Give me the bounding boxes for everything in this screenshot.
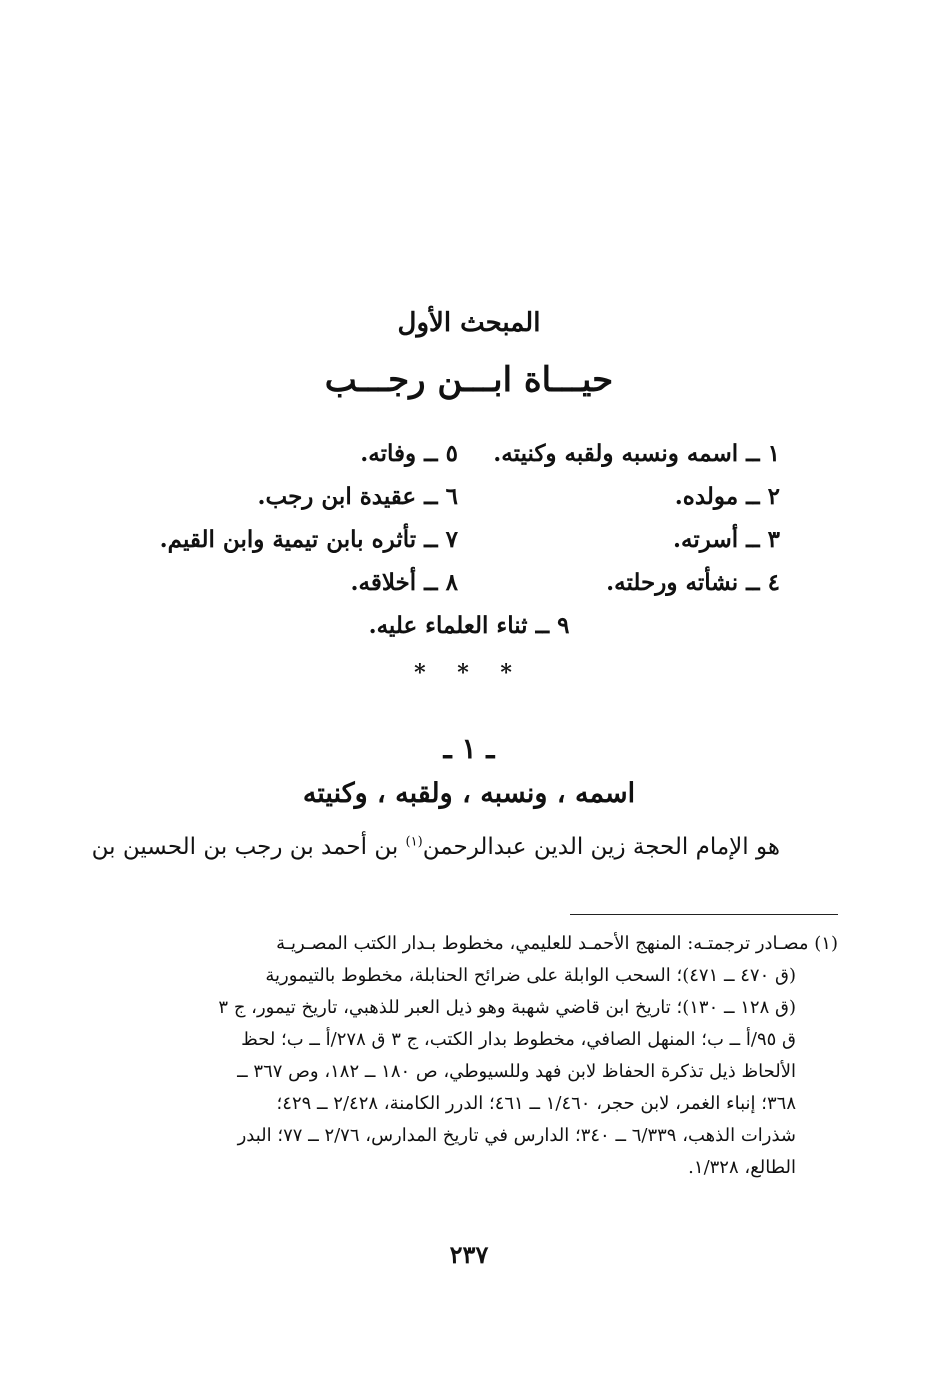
footnote-line: ق ٩٥/أ ــ ب؛ المنهل الصافي، مخطوط بدار الكتب، ج ٣ ق ٢٧٨/أ ــ ب؛ لحظ — [241, 1029, 796, 1050]
toc-item: ٩ ــ ثناء العلماء عليه. — [368, 612, 570, 639]
body-paragraph — [91, 834, 780, 860]
footnote-line: شذرات الذهب، ٦/٣٣٩ ــ ٣٤٠؛ الدارس في تاريخ المدارس، ٢/٧٦ ــ ٧٧؛ البدر — [237, 1125, 796, 1146]
footnote-line: (١) مصـادر ترجمتـه: المنهج الأحمـد للعليمي، مخطوط بـدار الكتب المصـريـة — [276, 933, 838, 954]
footnote-line: (ق ١٢٨ ــ ١٣٠)؛ تاريخ ابن قاضي شهبة وهو ذيل العبر للذهبي، تاريخ تيمور، ج ٣ — [218, 997, 796, 1018]
toc-item: ٢ ــ مولده. — [674, 483, 780, 510]
footnote — [138, 928, 838, 1184]
toc-row — [140, 440, 780, 480]
footnote-reference: (١) — [405, 834, 423, 850]
footnote-divider — [570, 914, 838, 915]
footnote-line: الألحاظ ذيل تذكرة الحفاظ لابن فهد وللسيوطي، ص ١٨٠ ــ ١٨٢، وص ٣٦٧ ــ — [237, 1061, 796, 1082]
body-text-start: هو الإمام الحجة زين الدين عبدالرحمن — [422, 834, 780, 860]
toc-row — [140, 569, 780, 609]
chapter-title: حيـــاة ابـــن رجـــب — [324, 360, 614, 400]
footnote-line: (ق ٤٧٠ ــ ٤٧١)؛ السحب الوابلة على ضرائح الحنابلة، مخطوط بالتيمورية — [265, 965, 796, 986]
separator-stars: * * * — [414, 660, 524, 686]
page-number: ٢٣٧ — [449, 1240, 489, 1269]
subsection-number: ـ ١ ـ — [443, 732, 495, 765]
toc-item: ٥ ــ وفاته. — [360, 440, 458, 467]
toc-item: ٤ ــ نشأته ورحلته. — [606, 569, 780, 596]
body-text-end: بن أحمد بن رجب بن الحسين بن — [91, 834, 406, 860]
section-label: المبحث الأول — [397, 308, 541, 338]
toc-item: ٣ ــ أسرته. — [673, 526, 780, 553]
toc-item: ٦ ــ عقيدة ابن رجب. — [257, 483, 458, 510]
toc-item: ٨ ــ أخلاقه. — [350, 569, 458, 596]
toc-item: ١ ــ اسمه ونسبه ولقبه وكنيته. — [493, 440, 780, 467]
toc-row — [140, 483, 780, 523]
toc-row — [140, 526, 780, 566]
subsection-title: اسمه ، ونسبه ، ولقبه ، وكنيته — [302, 778, 636, 809]
footnote-line: ٣٦٨؛ إنباء الغمر، لابن حجر، ١/٤٦٠ ــ ٤٦١؛ الدرر الكامنة، ٢/٤٢٨ ــ ٤٢٩؛ — [276, 1093, 796, 1114]
toc-item: ٧ ــ تأثره بابن تيمية وابن القيم. — [159, 526, 458, 553]
footnote-line: الطالع، ١/٣٢٨. — [688, 1157, 796, 1178]
